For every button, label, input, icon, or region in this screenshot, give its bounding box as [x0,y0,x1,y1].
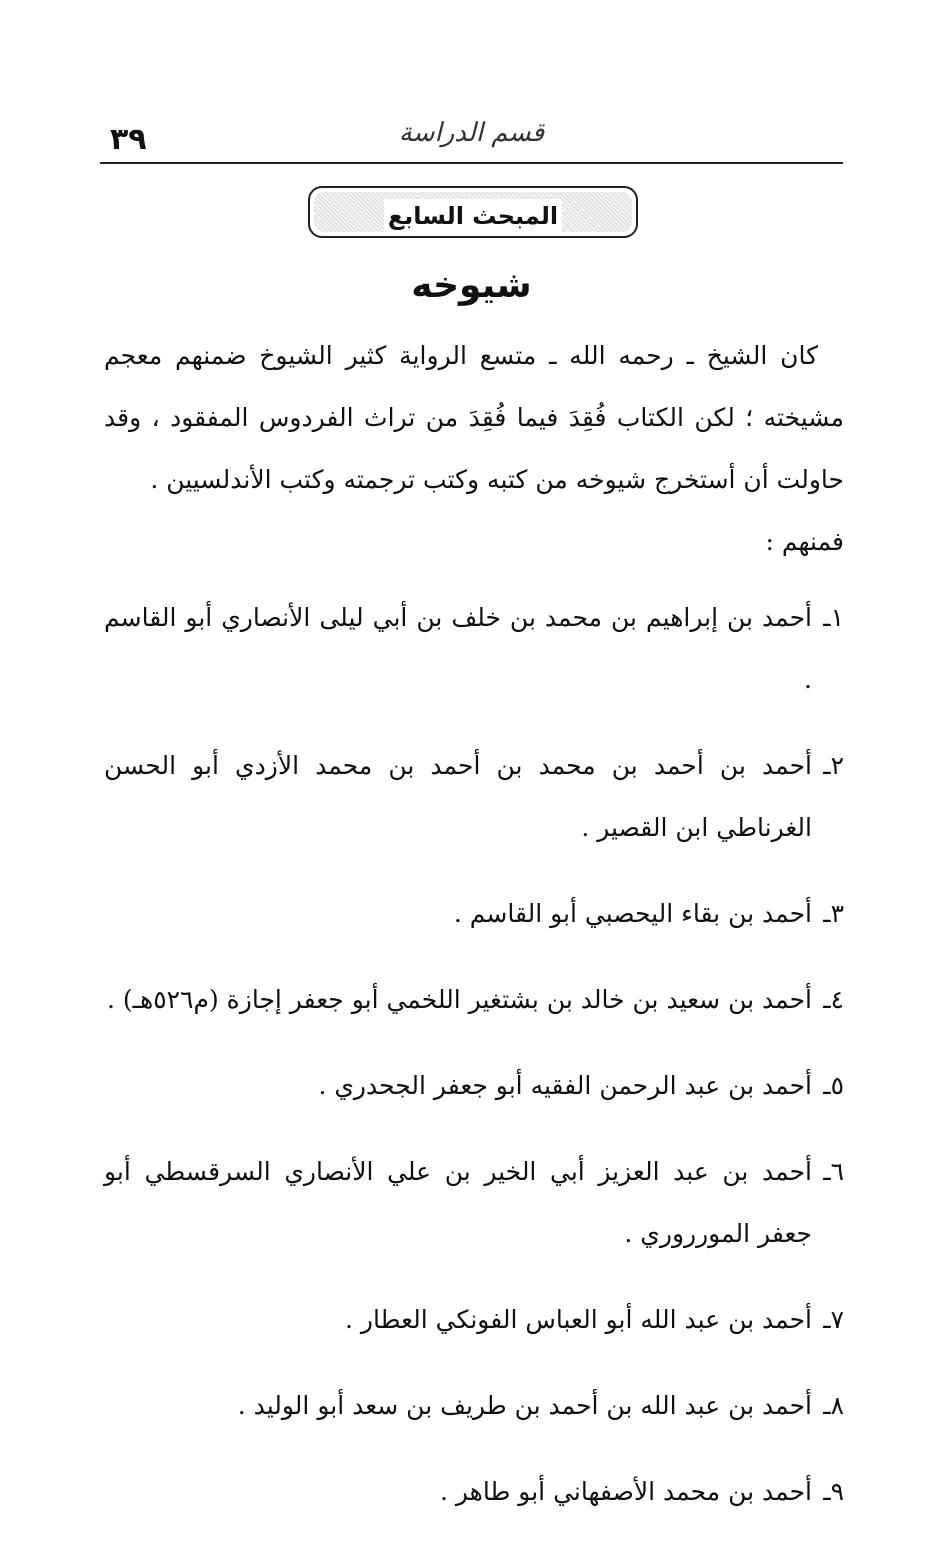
list-item-number: ٤ـ [823,985,844,1014]
list-item-text: أحمد بن عبد الله أبو العباس الفونكي العطار . [345,1305,812,1334]
list-item-number: ٩ـ [823,1477,844,1506]
list-item [104,1289,844,1351]
list-item-text: أحمد بن عبد الله بن أحمد بن طريف بن سعد أبو الوليد . [237,1391,812,1420]
list-item-number: ٧ـ [823,1305,844,1334]
running-head: قسم الدراسة [398,118,545,148]
list-item-text: أحمد بن سعيد بن خالد بن بشتغير اللخمي أبو جعفر إجازة (م٥٢٦هـ) . [107,985,812,1014]
list-item-text: أحمد بن عبد الرحمن الفقيه أبو جعفر الجحدري . [318,1071,812,1100]
page-number: ٣٩ [110,122,147,157]
list-item-text: أحمد بن محمد الأصفهاني أبو طاهر . [439,1477,812,1506]
list-item-text: أحمد بن عبد العزيز أبي الخير بن علي الأنصاري السرقسطي أبو جعفر المورروري . [104,1157,812,1248]
list-item-text: أحمد بن بقاء اليحصبي أبو القاسم . [453,899,812,928]
list-item [104,1141,844,1265]
list-item [104,883,844,945]
section-heading-box [308,186,638,238]
list-item-number: ٢ـ [823,751,844,780]
list-item-number: ٣ـ [823,899,844,928]
list-item-number: ١ـ [823,603,844,632]
list-item-number: ٥ـ [823,1071,844,1100]
list-item-text: أحمد بن إبراهيم بن محمد بن خلف بن أبي ليلى الأنصاري أبو القاسم . [104,603,812,694]
list-item-text: أحمد بن أحمد بن محمد بن أحمد بن محمد الأزدي أبو الحسن الغرناطي ابن القصير . [104,751,812,842]
list-item [104,735,844,859]
section-heading-frame [314,192,632,232]
teachers-list [104,587,844,1523]
chapter-title: شيوخه [411,265,532,306]
section-heading: المبحث السابع [384,199,562,233]
body-text [104,325,844,1547]
list-item [104,1461,844,1523]
intro-tail: فمنهم : [765,527,844,556]
list-item-number: ٦ـ [823,1157,844,1186]
intro-paragraph [104,325,844,511]
list-item [104,969,844,1031]
page-header [100,108,843,164]
intro-text: كان الشيخ ـ رحمه الله ـ متسع الرواية كثير الشيوخ ضمنهم معجم مشيخته ؛ لكن الكتاب فُقِدَ فيما فُقِدَ من تراث الفردوس المفقود ، وقد حاولت أن أستخرج شيوخه من كتبه وكتب ترجمته وكتب الأندلسيين . [104,341,844,494]
list-item [104,1375,844,1437]
list-item [104,587,844,711]
list-item-number: ٨ـ [823,1391,844,1420]
list-item [104,1055,844,1117]
